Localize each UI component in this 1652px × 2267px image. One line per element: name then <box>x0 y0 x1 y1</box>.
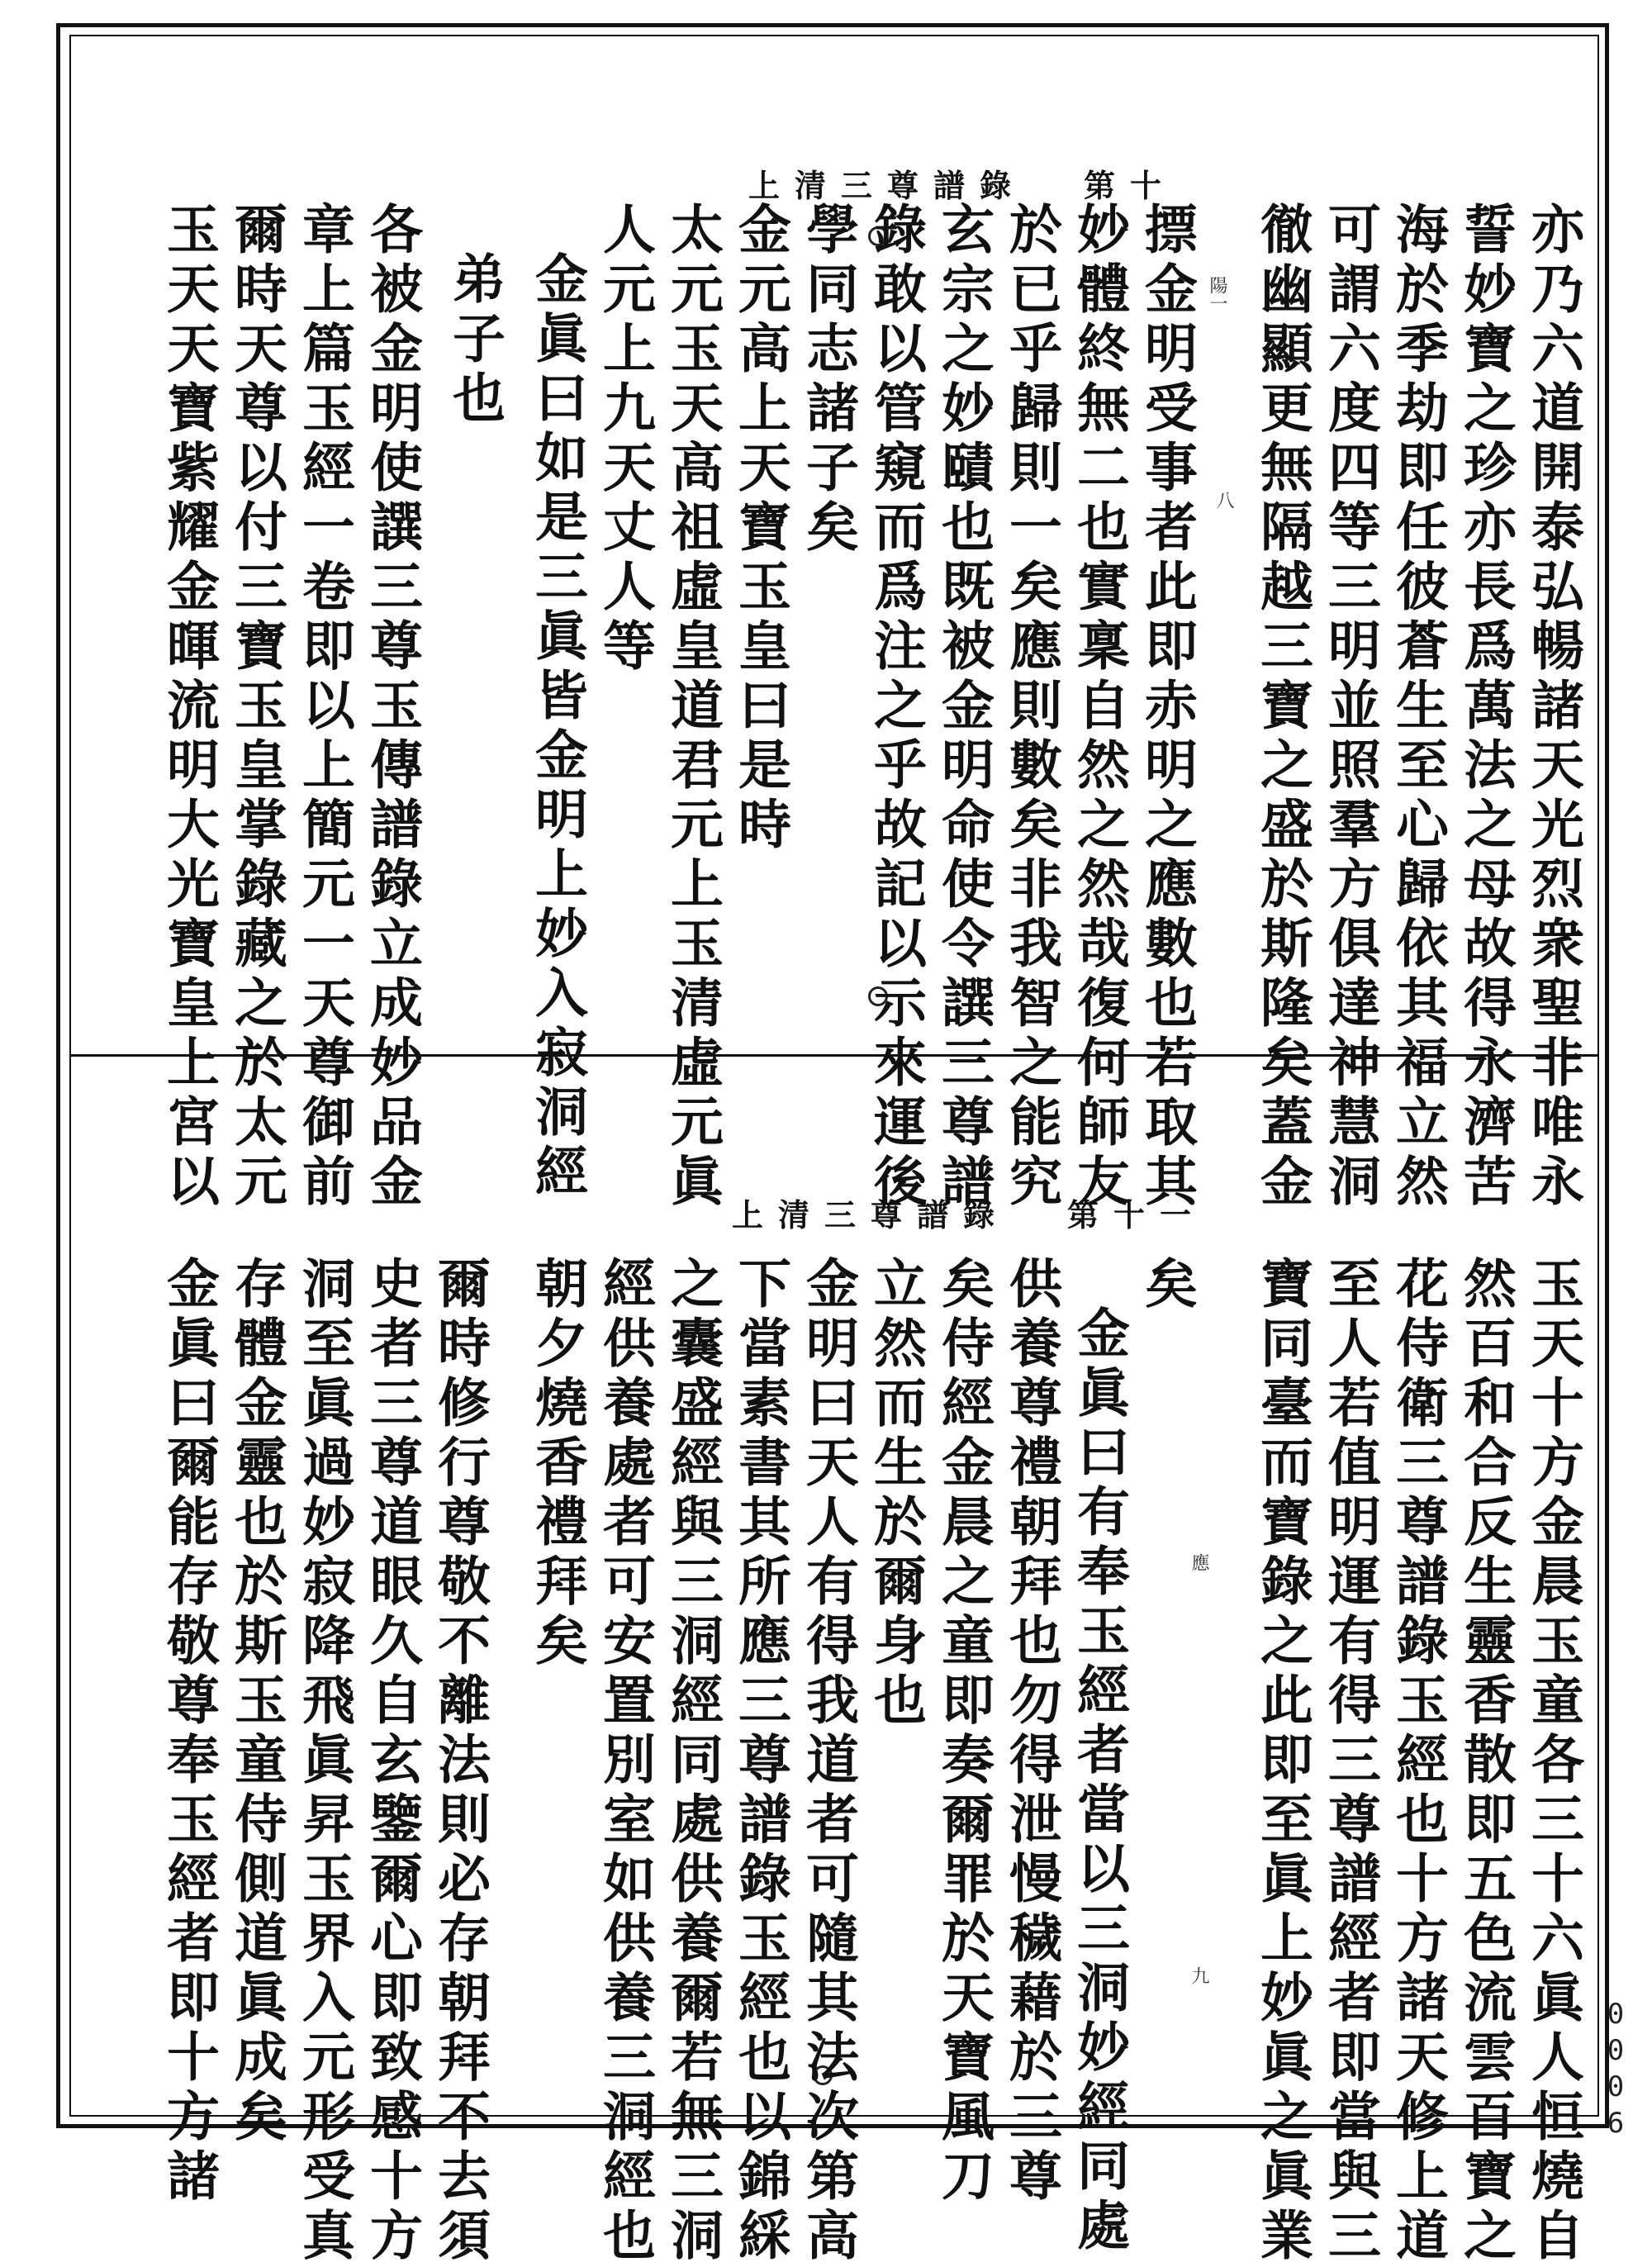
top-margin-mark-1: 八 <box>1213 491 1234 509</box>
top-header <box>748 160 1176 206</box>
top-column-19: 爾時天尊以付三寶玉皇掌錄藏之於太元 <box>225 202 287 1213</box>
bottom-column-9: 矣侍經金晨之童即奏爾罪於天寶風刀 <box>933 1256 995 2208</box>
bottom-column-12: 下當素書其所應三尊譜錄玉經也以錦綵 <box>729 1256 791 2267</box>
bottom-column-4: 至人若值明運有得三尊譜經者即當與三 <box>1319 1256 1381 2267</box>
top-column-3: 海於季劫即任彼蒼生至心歸依其福立然 <box>1387 202 1449 1213</box>
top-column-13: 太元玉天高祖虛皇道君元上玉清虛元眞 <box>662 202 724 1213</box>
top-header-title: 上清三尊譜錄 <box>748 167 1027 204</box>
top-column-12: 金元高上天寶玉皇曰是時 <box>729 202 791 856</box>
top-column-7: 妙體終無二也實稟自然之然哉復何師友 <box>1068 202 1130 1213</box>
bottom-column-8: 供養尊禮朝拜也勿得泄慢穢藉於三尊 <box>1000 1256 1062 2208</box>
bottom-column-5: 寶同臺而寶錄之此即至眞上妙眞之眞業 <box>1251 1256 1313 2267</box>
bottom-column-18: 洞至眞過妙寂降飛眞昇玉界入元形受真 <box>293 1256 355 2267</box>
bottom-column-1: 玉天十方金晨玉童各三十六眞人恒燒自 <box>1522 1256 1584 2267</box>
bottom-header <box>732 1190 1206 1235</box>
top-panel <box>71 36 1597 1213</box>
top-column-1: 亦乃六道開泰弘暢諸天光烈衆聖非唯永 <box>1522 202 1584 1213</box>
bottom-panel <box>71 1057 1597 2267</box>
folio-number: 0006 <box>1599 1998 1632 2143</box>
bottom-column-6: 矣 <box>1136 1256 1198 1315</box>
bottom-column-3: 花侍衛三尊譜錄玉經也十方諸天修上道 <box>1387 1256 1449 2267</box>
bottom-margin-mark-1: 九 <box>1189 1966 1209 1984</box>
bottom-column-17: 史者三尊道眼久自玄鑒爾心即致感十方 <box>361 1256 423 2267</box>
top-column-9: 玄宗之妙賾也既被金明命使令譔三尊譜 <box>933 202 995 1213</box>
top-column-16: 弟子也 <box>444 251 506 430</box>
bottom-column-2: 然百和合反生靈香散即五色流雲百寶之 <box>1455 1256 1517 2267</box>
bottom-column-15: 朝夕燒香禮拜矣 <box>526 1256 588 1672</box>
bottom-column-14: 經供養處者可安置別室如供養三洞經也 <box>594 1256 656 2267</box>
bottom-margin-mark-2: 應 <box>1189 1553 1209 1571</box>
top-column-8: 於已乎歸則一矣應則數矣非我智之能究 <box>1000 202 1062 1213</box>
top-column-15: 金眞曰如是三眞皆金明上妙入寂洞經 <box>526 251 588 1203</box>
top-column-18: 章上篇玉經一卷即以上簡元一天尊御前 <box>293 202 355 1213</box>
bottom-column-16: 爾時修行尊敬不離法則必存朝拜不去須 <box>429 1256 491 2267</box>
bottom-column-7: 金眞曰有奉玉經者當以三洞妙經同處 <box>1068 1305 1130 2257</box>
top-column-14: 人元上九天丈人等 <box>594 202 656 677</box>
top-column-5: 徹幽顯更無隔越三寶之盛於斯隆矣蓋金 <box>1251 202 1313 1213</box>
top-column-2: 誓妙寶之珍亦長爲萬法之母故得永濟苦 <box>1455 202 1517 1213</box>
top-margin-mark-2: 陽一 <box>1207 276 1227 312</box>
top-column-17: 各被金明使譔三尊玉傳譜錄立成妙品金 <box>361 202 423 1213</box>
bottom-column-10: 立然而生於爾身也 <box>865 1256 927 1732</box>
bottom-page-label: 第十一 <box>1067 1196 1207 1233</box>
top-column-20: 玉天天寶紫耀金暉流明大光寶皇上宮以 <box>158 202 220 1213</box>
top-column-10: 錄敢以管窺而爲注之乎故記以示來運後 <box>865 202 927 1213</box>
top-column-6: 摽金明受事者此即赤明之應數也若取其 <box>1136 202 1198 1213</box>
bottom-column-20: 金眞曰爾能存敬尊奉玉經者即十方諸 <box>158 1256 220 2208</box>
bottom-column-19: 存體金靈也於斯玉童侍側道眞成矣 <box>225 1256 287 2148</box>
bottom-column-11: 金明曰天人有得我道者可隨其法次第高 <box>797 1256 859 2267</box>
bottom-column-13: 之囊盛經與三洞經同處供養爾若無三洞 <box>662 1256 724 2267</box>
top-page-label: 第十 <box>1084 167 1177 204</box>
top-column-4: 可謂六度四等三明並照羣方俱達神慧洞 <box>1319 202 1381 1213</box>
top-column-11: 學同志諸子矣 <box>797 202 859 558</box>
bottom-header-title: 上清三尊譜錄 <box>732 1196 1010 1233</box>
